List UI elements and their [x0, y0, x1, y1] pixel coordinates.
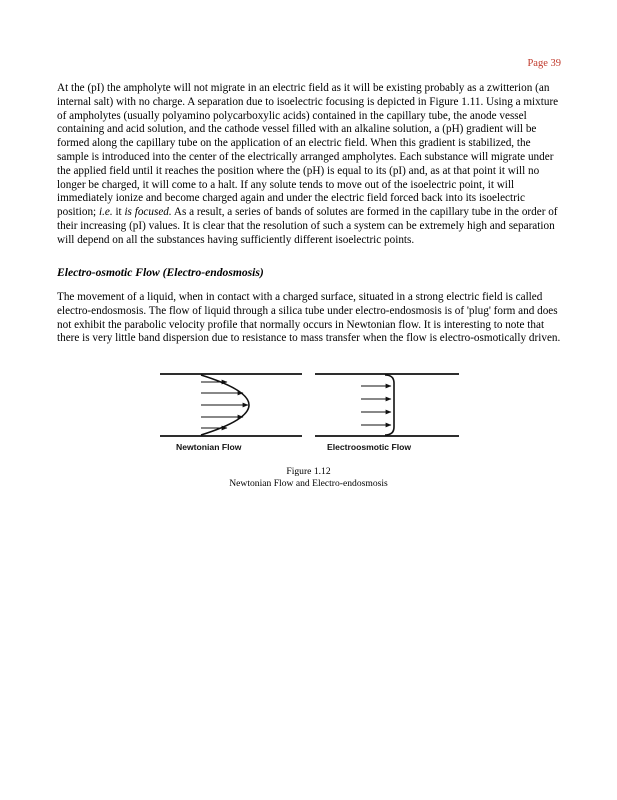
paragraph-text: it: [112, 206, 125, 219]
newtonian-flow-diagram: [160, 374, 302, 436]
electroosmotic-flow-diagram: [315, 374, 459, 436]
page-number: Page 39: [527, 58, 561, 69]
section-heading: Electro-osmotic Flow (Electro-endosmosis): [57, 266, 264, 279]
electroosmotic-flow-label: Electroosmotic Flow: [327, 442, 412, 452]
is-focused-emphasis: is focused.: [124, 206, 172, 219]
paragraph-text: As a result, a series of bands of solutes are formed in the capillary tube in the order of their increasing (pI) values. It is clear that the resolution of such a system can be extremely high and separation will depend on all the substances having sufficiently different isoelectric points.: [57, 206, 558, 246]
paragraph-isoelectric-focusing: [57, 82, 561, 248]
ie-abbreviation: i.e.: [98, 206, 113, 219]
paragraph-text: At the (pI) the ampholyte will not migrate in an electric field as it will be existing probably as a zwitterion (an internal salt) with no charge. A separation due to isoelectric focusing is depicted in Figure 1.11. Using a mixture of ampholytes (usually polyamino polycarboxylic acids) contained in the capillary tube, the anode vessel containing and acid solution, and the cathode vessel filled with an alkaline solution, a (pH) gradient will be formed along the capillary tube on the application of an electric field. When this gradient is stabilized, the sample is introduced into the center of the electrically arranged ampholytes. Each substance will migrate under the applied field until it reaches the position where the (pH) is equal to its (pI) and, as at that point it will no longer be charged, it will come to a halt. If any solute tends to move out of the isoelectric point, it will immediately ionize and become charged again and under the electric field forced back into its isoelectric position;: [57, 82, 559, 219]
figure-caption-title: Newtonian Flow and Electro-endosmosis: [229, 478, 388, 489]
paragraph-electro-osmotic-flow: The movement of a liquid, when in contact with a charged surface, situated in a strong electric field is called electro-endosmosis. The flow of liquid through a silica tube under electro-endosmosis is of 'plug' form and does not exhibit the parabolic velocity profile that normally occurs in Newtonian flow. It is interesting to note that there is very little band dispersion due to resistance to mass transfer when the flow is electro-osmotically driven.: [57, 291, 561, 345]
figure-caption-number: Figure 1.12: [286, 466, 331, 477]
newtonian-flow-label: Newtonian Flow: [176, 442, 242, 452]
